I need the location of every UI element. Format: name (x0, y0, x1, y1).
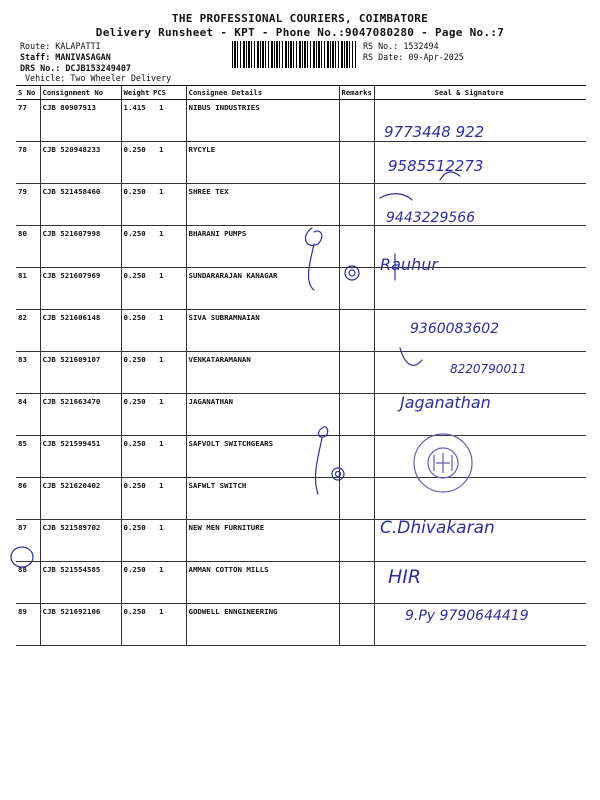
consignee-cell: SIVA SUBRAMNAIAN (186, 310, 339, 352)
consignee-cell: JAGANATHAN (186, 394, 339, 436)
table-row (16, 142, 586, 184)
table-row (16, 268, 586, 310)
col-seal: Seal & Signature (374, 86, 586, 100)
pcs-cell: 1 (151, 436, 186, 478)
consignment-cell: CJB 521589702 (40, 520, 121, 562)
table-row (16, 604, 586, 646)
seal-cell (374, 268, 586, 310)
signature-83: 8220790011 (450, 362, 527, 376)
pcs-cell: 1 (151, 604, 186, 646)
sno-cell: 86 (16, 478, 40, 520)
weight-cell: 0.250 (121, 520, 151, 562)
consignment-cell: CJB 521663470 (40, 394, 121, 436)
weight-cell: 0.250 (121, 478, 151, 520)
remarks-cell (339, 604, 374, 646)
seal-cell (374, 394, 586, 436)
staff-label: Staff: MANIVASAGAN (20, 52, 111, 62)
remarks-cell (339, 268, 374, 310)
col-consignment: Consignment No (40, 86, 121, 100)
weight-cell: 0.250 (121, 436, 151, 478)
consignment-cell: CJB 80907913 (40, 100, 121, 142)
consignment-cell: CJB 521692106 (40, 604, 121, 646)
seal-cell (374, 100, 586, 142)
consignee-cell: GODWELL ENNGINEERING (186, 604, 339, 646)
sno-cell: 87 (16, 520, 40, 562)
weight-cell: 0.250 (121, 310, 151, 352)
weight-cell: 0.250 (121, 604, 151, 646)
weight-cell: 1.415 (121, 100, 151, 142)
seal-cell (374, 142, 586, 184)
rs-date: RS Date: 09-Apr-2025 (363, 52, 464, 62)
col-consignee: Consignee Details (186, 86, 339, 100)
sno-cell: 83 (16, 352, 40, 394)
consignee-cell: SAFVOLT SWITCHGEARS (186, 436, 339, 478)
remarks-cell (339, 562, 374, 604)
weight-cell: 0.250 (121, 562, 151, 604)
col-weight: Weight (121, 86, 151, 100)
signature-82: 9360083602 (410, 321, 500, 337)
signature-77: 9773448 922 (384, 123, 485, 141)
seal-cell (374, 184, 586, 226)
consignment-cell: CJB 521607969 (40, 268, 121, 310)
seal-cell (374, 604, 586, 646)
table-row (16, 226, 586, 268)
remarks-cell (339, 100, 374, 142)
route-label: Route: KALAPATTI (20, 41, 101, 51)
remarks-cell (339, 478, 374, 520)
table-row (16, 478, 586, 520)
remarks-cell (339, 184, 374, 226)
remarks-cell (339, 226, 374, 268)
signature-78: 9585512273 (388, 157, 484, 175)
consignee-cell: RYCYLE (186, 142, 339, 184)
runsheet-title: THE PROFESSIONAL COURIERS, COIMBATORE (171, 12, 429, 25)
consignee-cell: BHARANI PUMPS (186, 226, 339, 268)
weight-cell: 0.250 (121, 352, 151, 394)
sno-cell: 88 (16, 562, 40, 604)
signature-79: 9443229566 (386, 210, 476, 226)
seal-cell (374, 226, 586, 268)
seal-cell (374, 520, 586, 562)
seal-cell (374, 310, 586, 352)
table-row (16, 184, 586, 226)
pcs-cell: 1 (151, 394, 186, 436)
seal-cell (374, 478, 586, 520)
consignee-cell: VENKATARAMANAN (186, 352, 339, 394)
signature-88: HIR (388, 566, 422, 588)
pcs-cell: 1 (151, 352, 186, 394)
table-row (16, 394, 586, 436)
pcs-cell: 1 (151, 226, 186, 268)
col-pcs: PCS (151, 86, 186, 100)
seal-cell (374, 352, 586, 394)
pcs-cell: 1 (151, 100, 186, 142)
runsheet-table (16, 85, 586, 646)
sno-cell: 77 (16, 100, 40, 142)
table-row (16, 100, 586, 142)
pcs-cell: 1 (151, 142, 186, 184)
remarks-cell (339, 352, 374, 394)
table-row (16, 310, 586, 352)
pcs-cell: 1 (151, 478, 186, 520)
weight-cell: 0.250 (121, 226, 151, 268)
weight-cell: 0.250 (121, 142, 151, 184)
signature-87: C.Dhivakaran (380, 518, 495, 538)
consignment-cell: CJB 521458460 (40, 184, 121, 226)
sno-cell: 80 (16, 226, 40, 268)
consignment-cell: CJB 521554585 (40, 562, 121, 604)
table-header (16, 86, 586, 100)
remarks-cell (339, 520, 374, 562)
sno-cell: 89 (16, 604, 40, 646)
table-row (16, 520, 586, 562)
consignee-cell: SAFWLT SWITCH (186, 478, 339, 520)
seal-cell (374, 436, 586, 478)
seal-cell (374, 562, 586, 604)
weight-cell: 0.250 (121, 184, 151, 226)
signature-84: Jaganathan (400, 393, 491, 412)
drs-label: DRS No.: DCJB153249407 (20, 63, 131, 73)
vehicle-label: Vehicle: Two Wheeler Delivery (25, 73, 172, 83)
runsheet-subtitle: Delivery Runsheet - KPT - Phone No.:9047080280 - Page No.:7 (95, 26, 505, 39)
sno-cell: 82 (16, 310, 40, 352)
pcs-cell: 1 (151, 310, 186, 352)
sno-cell: 79 (16, 184, 40, 226)
remarks-cell (339, 142, 374, 184)
signature-81: Rauhur (380, 255, 438, 274)
table-row (16, 352, 586, 394)
pcs-cell: 1 (151, 184, 186, 226)
sno-cell: 81 (16, 268, 40, 310)
consignee-cell: AMMAN COTTON MILLS (186, 562, 339, 604)
signature-89: 9.Py 9790644419 (405, 608, 529, 624)
remarks-cell (339, 436, 374, 478)
remarks-cell (339, 394, 374, 436)
consignee-cell: SUNDARARAJAN KANAGAR (186, 268, 339, 310)
consignment-cell: CJB 521599451 (40, 436, 121, 478)
sno-cell: 84 (16, 394, 40, 436)
consignment-cell: CJB 521606148 (40, 310, 121, 352)
col-remarks: Remarks (339, 86, 374, 100)
sno-cell: 78 (16, 142, 40, 184)
consignment-cell: CJB 521607998 (40, 226, 121, 268)
pcs-cell: 1 (151, 562, 186, 604)
consignment-cell: CJB 520948233 (40, 142, 121, 184)
consignee-cell: SHREE TEX (186, 184, 339, 226)
pcs-cell: 1 (151, 268, 186, 310)
weight-cell: 0.250 (121, 394, 151, 436)
consignee-cell: NIBUS INDUSTRIES (186, 100, 339, 142)
col-sno: S No (16, 86, 40, 100)
barcode (232, 41, 356, 68)
weight-cell: 0.250 (121, 268, 151, 310)
table-row (16, 436, 586, 478)
remarks-cell (339, 310, 374, 352)
consignment-cell: CJB 521620402 (40, 478, 121, 520)
consignee-cell: NEW MEN FURNITURE (186, 520, 339, 562)
consignment-cell: CJB 521609107 (40, 352, 121, 394)
pcs-cell: 1 (151, 520, 186, 562)
rs-number: RS No.: 1532494 (363, 41, 439, 51)
table-row (16, 562, 586, 604)
sno-cell: 85 (16, 436, 40, 478)
